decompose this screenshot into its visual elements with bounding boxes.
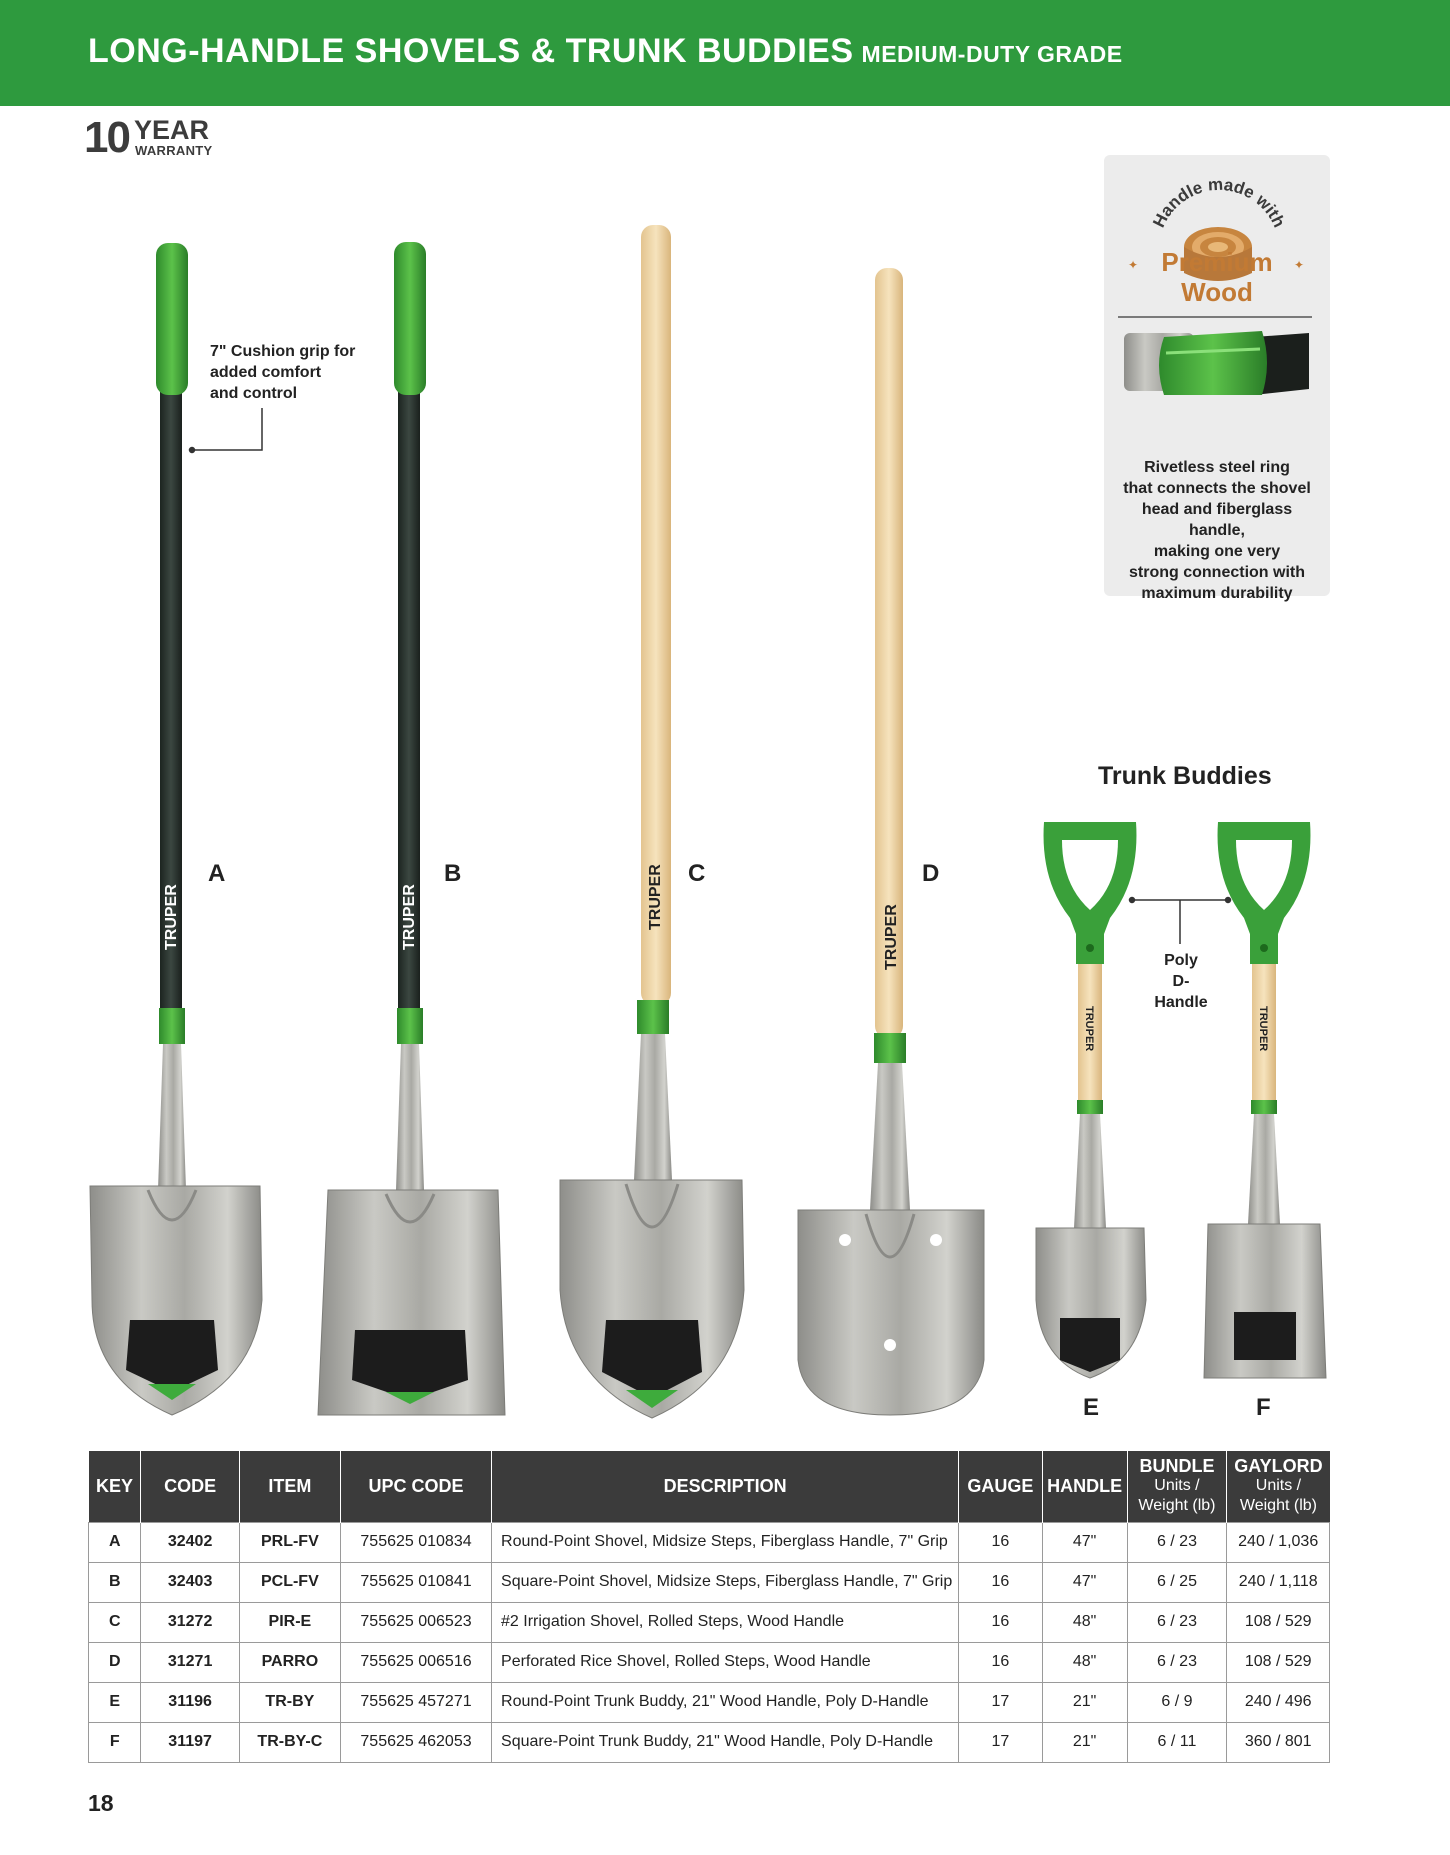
callout-line: Poly <box>1164 952 1198 969</box>
cell-handle: 48" <box>1042 1642 1127 1682</box>
header-upc: UPC CODE <box>341 1451 492 1522</box>
title-text: LONG-HANDLE SHOVELS & TRUNK BUDDIES <box>88 32 854 70</box>
callout-line: 7" Cushion grip for <box>210 343 356 360</box>
header-bundle-title: BUNDLE <box>1139 1456 1215 1477</box>
cell-handle: 21" <box>1042 1682 1127 1722</box>
header-code: CODE <box>141 1451 239 1522</box>
cell-item: PCL-FV <box>239 1562 340 1602</box>
header-gaylord-sub1: Units / <box>1255 1477 1302 1495</box>
callout-line: added comfort <box>210 364 322 381</box>
table-row <box>89 1522 1330 1562</box>
header-handle: HANDLE <box>1042 1451 1127 1522</box>
cell-code: 31196 <box>141 1682 239 1722</box>
table-header-row <box>89 1451 1330 1522</box>
header-gaylord-title: GAYLORD <box>1234 1456 1323 1477</box>
cell-gauge: 17 <box>959 1722 1042 1762</box>
svg-text:✦: ✦ <box>1128 258 1139 272</box>
trunk-buddies-title: Trunk Buddies <box>1098 762 1272 790</box>
cell-gaylord: 240 / 1,118 <box>1227 1562 1330 1602</box>
cell-key: B <box>89 1562 141 1602</box>
cell-code: 31197 <box>141 1722 239 1762</box>
header-bundle-sub2: Weight (lb) <box>1138 1497 1216 1515</box>
brand-label: TRUPER <box>1083 1006 1095 1052</box>
cell-gaylord: 240 / 1,036 <box>1227 1522 1330 1562</box>
feature-line: that connects the shovel <box>1123 480 1311 497</box>
title-grade: MEDIUM-DUTY GRADE <box>861 41 1123 67</box>
cell-key: A <box>89 1522 141 1562</box>
cell-upc: 755625 462053 <box>341 1722 492 1762</box>
cell-item: TR-BY-C <box>239 1722 340 1762</box>
cell-bundle: 6 / 9 <box>1127 1682 1227 1722</box>
grip-callout-leader <box>190 408 263 453</box>
cell-code: 31271 <box>141 1642 239 1682</box>
cell-upc: 755625 010841 <box>341 1562 492 1602</box>
brand-label: TRUPER <box>401 884 418 950</box>
cell-bundle: 6 / 11 <box>1127 1722 1227 1762</box>
grip-callout <box>210 341 355 404</box>
svg-text:✦: ✦ <box>1294 258 1305 272</box>
header-item: ITEM <box>239 1451 340 1522</box>
cell-bundle: 6 / 23 <box>1127 1522 1227 1562</box>
callout-line: D-Handle <box>1154 973 1208 1011</box>
header-gaylord <box>1227 1451 1330 1522</box>
cell-handle: 48" <box>1042 1602 1127 1642</box>
header-gauge: GAUGE <box>959 1451 1042 1522</box>
cell-code: 32402 <box>141 1522 239 1562</box>
product-letter-a: A <box>208 860 226 887</box>
warranty-label: WARRANTY <box>135 143 213 158</box>
cell-gaylord: 108 / 529 <box>1227 1602 1330 1642</box>
header-bundle <box>1127 1451 1227 1522</box>
table-row <box>89 1682 1330 1722</box>
shovel-d-image <box>798 268 984 1415</box>
cell-bundle: 6 / 25 <box>1127 1562 1227 1602</box>
feature-line: Rivetless steel ring <box>1144 459 1290 476</box>
cell-handle: 47" <box>1042 1522 1127 1562</box>
cell-gauge: 16 <box>959 1602 1042 1642</box>
brand-label: TRUPER <box>1257 1006 1269 1052</box>
cell-gaylord: 240 / 496 <box>1227 1682 1330 1722</box>
cell-description: Perforated Rice Shovel, Rolled Steps, Wood Handle <box>492 1642 959 1682</box>
cell-description: Round-Point Shovel, Midsize Steps, Fiberglass Handle, 7" Grip <box>492 1522 959 1562</box>
cell-key: C <box>89 1602 141 1642</box>
cell-handle: 21" <box>1042 1722 1127 1762</box>
cell-upc: 755625 010834 <box>341 1522 492 1562</box>
warranty-year: YEAR <box>134 115 210 145</box>
cell-code: 31272 <box>141 1602 239 1642</box>
cell-description: Square-Point Trunk Buddy, 21" Wood Handle, Poly D-Handle <box>492 1722 959 1762</box>
header-description: DESCRIPTION <box>492 1451 959 1522</box>
cell-gauge: 16 <box>959 1642 1042 1682</box>
brand-label: TRUPER <box>163 884 180 950</box>
product-letter-c: C <box>688 860 706 887</box>
shovel-c-image <box>560 225 744 1418</box>
trunk-buddy-e-image <box>1036 822 1146 1378</box>
page-number: 18 <box>88 1790 114 1816</box>
product-letter-e: E <box>1083 1394 1100 1421</box>
feature-line: making one very <box>1153 543 1281 560</box>
shovel-b-image <box>318 242 505 1415</box>
spec-table <box>88 1451 1330 1763</box>
cell-item: TR-BY <box>239 1682 340 1722</box>
cell-gauge: 16 <box>959 1522 1042 1562</box>
cell-upc: 755625 006516 <box>341 1642 492 1682</box>
cell-bundle: 6 / 23 <box>1127 1602 1227 1642</box>
header-key: KEY <box>89 1451 141 1522</box>
brand-label: TRUPER <box>883 904 900 970</box>
feature-line: maximum durability <box>1141 585 1293 602</box>
cell-item: PRL-FV <box>239 1522 340 1562</box>
brand-label: TRUPER <box>647 864 664 930</box>
header-bundle-sub1: Units / <box>1154 1477 1200 1495</box>
cell-description: #2 Irrigation Shovel, Rolled Steps, Wood Handle <box>492 1602 959 1642</box>
cell-gaylord: 108 / 529 <box>1227 1642 1330 1682</box>
cell-key: E <box>89 1682 141 1722</box>
badge-wood-text: Wood <box>1181 277 1253 307</box>
cell-upc: 755625 457271 <box>341 1682 492 1722</box>
cell-handle: 47" <box>1042 1562 1127 1602</box>
dhandle-callout-leader <box>1130 898 1231 945</box>
cell-item: PARRO <box>239 1642 340 1682</box>
product-letter-f: F <box>1256 1394 1271 1421</box>
cell-item: PIR-E <box>239 1602 340 1642</box>
cell-key: F <box>89 1722 141 1762</box>
cell-bundle: 6 / 23 <box>1127 1642 1227 1682</box>
dhandle-callout <box>1146 950 1216 1013</box>
cell-upc: 755625 006523 <box>341 1602 492 1642</box>
cell-key: D <box>89 1642 141 1682</box>
feature-line: strong connection with <box>1129 564 1305 581</box>
table-row <box>89 1602 1330 1642</box>
trunk-buddy-f-image <box>1204 822 1326 1378</box>
cell-description: Round-Point Trunk Buddy, 21" Wood Handle, Poly D-Handle <box>492 1682 959 1722</box>
product-letter-b: B <box>444 860 462 887</box>
badge-arc-text: Handle made with <box>1149 174 1289 231</box>
shovel-a-image <box>90 243 262 1415</box>
cell-code: 32403 <box>141 1562 239 1602</box>
cell-gauge: 16 <box>959 1562 1042 1602</box>
feature-line: head and fiberglass handle, <box>1141 501 1293 539</box>
callout-line: and control <box>210 385 298 402</box>
product-letter-d: D <box>922 860 940 887</box>
header-gaylord-sub2: Weight (lb) <box>1239 1497 1317 1515</box>
table-row <box>89 1722 1330 1762</box>
badge-premium-text: Premium <box>1161 247 1273 277</box>
cell-gauge: 17 <box>959 1682 1042 1722</box>
cell-description: Square-Point Shovel, Midsize Steps, Fiberglass Handle, 7" Grip <box>492 1562 959 1602</box>
table-row <box>89 1562 1330 1602</box>
warranty-number: 10 <box>84 113 129 162</box>
cell-gaylord: 360 / 801 <box>1227 1722 1330 1762</box>
table-row <box>89 1642 1330 1682</box>
